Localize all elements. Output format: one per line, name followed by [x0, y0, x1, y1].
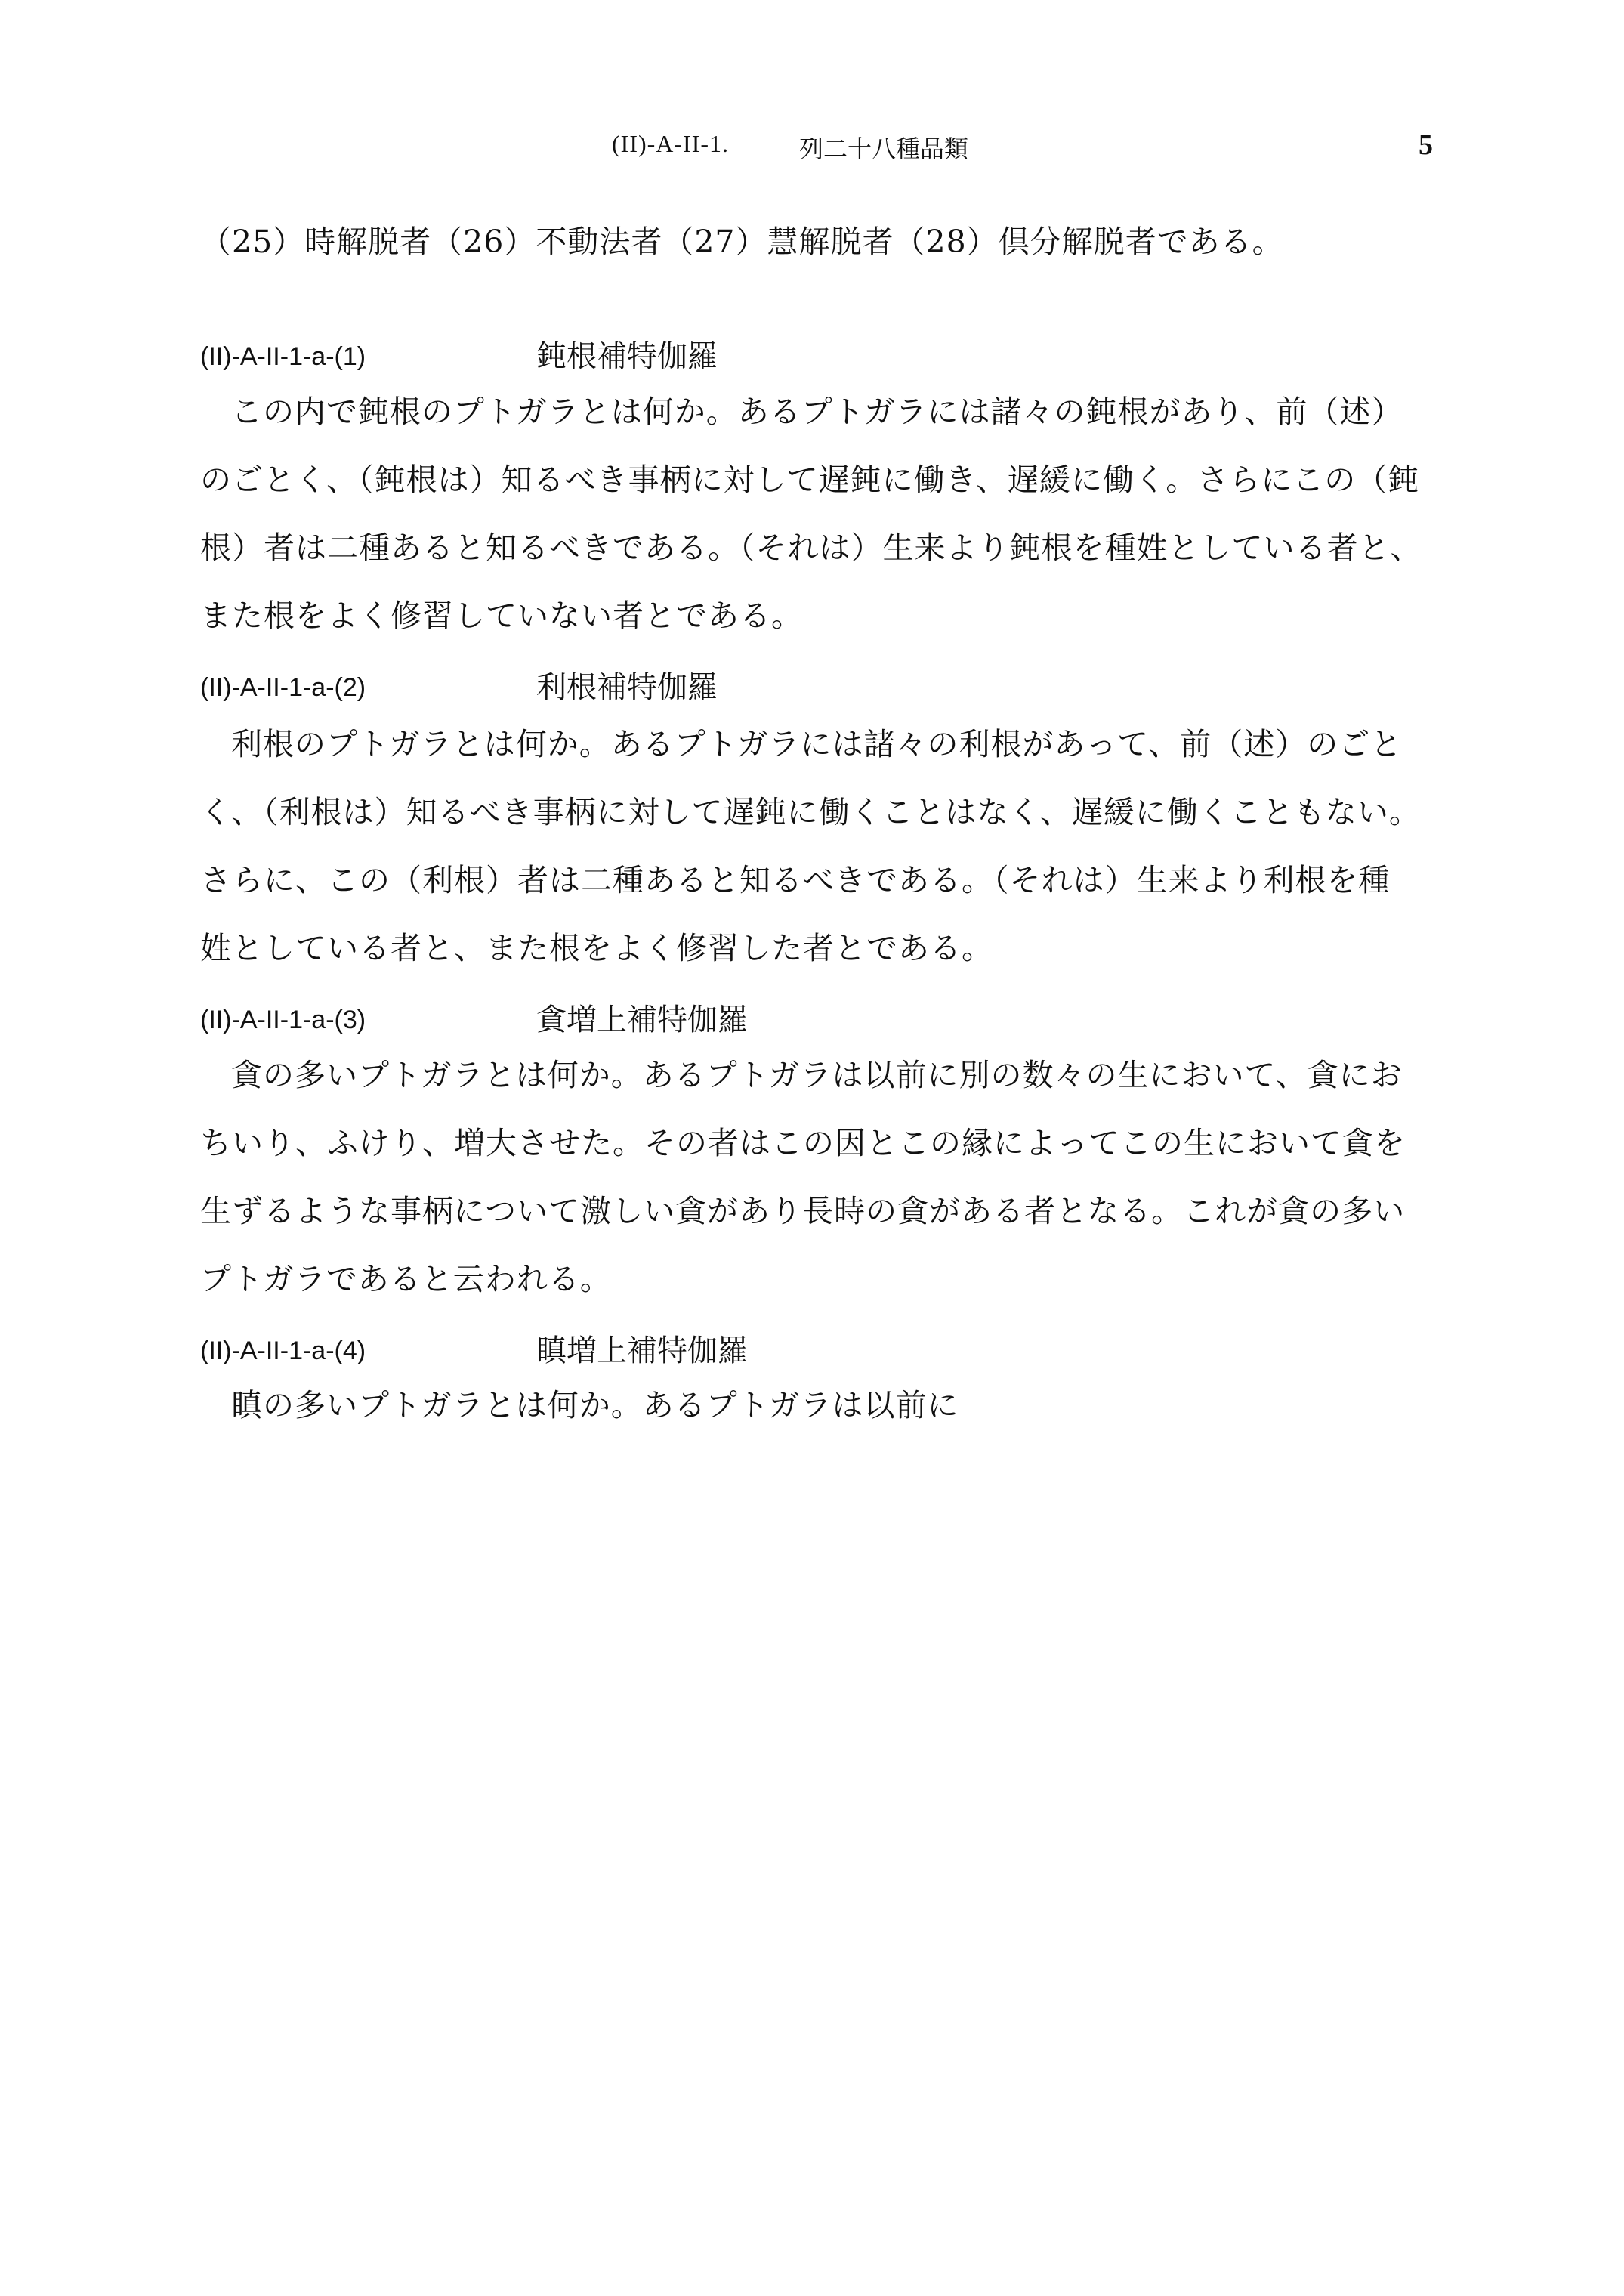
section-heading-3: [200, 997, 1469, 1043]
paragraph-line: 瞋の多いプトガラとは何か。あるプトガラは以前に: [231, 1387, 959, 1423]
section-title: 瞋増上補特伽羅: [536, 1333, 748, 1368]
paragraph-line: のごとく、（鈍根は）知るべき事柄に対して遅鈍に働き、遅緩に働く。さらにこの（鈍: [200, 462, 1420, 498]
paragraph-line: ちいり、ふけり、増大させた。その者はこの因とこの縁によってこの生において貪を: [200, 1125, 1406, 1161]
section-heading-4: [200, 1328, 1469, 1374]
section-body-2: [200, 710, 1469, 982]
paragraph-line: 生ずるような事柄について激しい貪があり長時の貪がある者となる。これが貪の多い: [200, 1193, 1406, 1229]
header-section-code: (II)-A-II-1.: [612, 130, 730, 157]
section-heading-1: [200, 334, 1469, 379]
paragraph-line: また根をよく修習していない者とである。: [200, 598, 803, 634]
section-body-4: [200, 1371, 1469, 1439]
paragraph-line: 根）者は二種あると知るべきである。（それは）生来より鈍根を種姓としている者と、: [200, 530, 1422, 566]
section-code: (II)-A-II-1-a-(4): [200, 1337, 366, 1365]
paragraph-line: く、（利根は）知るべき事柄に対して遅鈍に働くことはなく、遅緩に働くこともない。: [200, 794, 1421, 830]
paragraph-line: 貪の多いプトガラとは何か。あるプトガラは以前に別の数々の生において、貪にお: [231, 1057, 1403, 1093]
header-chapter-title: 列二十八種品類: [799, 134, 969, 163]
paragraph-line: さらに、この（利根）者は二種あると知るべきである。（それは）生来より利根を種: [200, 862, 1391, 898]
section-code: (II)-A-II-1-a-(2): [200, 673, 366, 702]
paragraph-line: 姓としている者と、また根をよく修習した者とである。: [200, 930, 993, 966]
paragraph-line: 利根のプトガラとは何か。あるプトガラには諸々の利根があって、前（述）のごと: [231, 726, 1403, 762]
section-body-1: [200, 378, 1469, 650]
section-heading-2: [200, 665, 1469, 710]
paragraph-line: この内で鈍根のプトガラとは何か。あるプトガラには諸々の鈍根があり、前（述）: [231, 394, 1403, 430]
section-code: (II)-A-II-1-a-(3): [200, 1006, 366, 1034]
section-body-3: [200, 1041, 1469, 1313]
section-title: 利根補特伽羅: [536, 670, 718, 705]
paragraph-line: プトガラであると云われる。: [200, 1261, 612, 1297]
running-header: [0, 130, 1624, 168]
section-title: 貪増上補特伽羅: [536, 1003, 748, 1037]
intro-line: （25）時解脱者（26）不動法者（27）慧解脱者（28）倶分解脱者である。: [200, 224, 1284, 260]
section-code: (II)-A-II-1-a-(1): [200, 342, 366, 371]
page-number: 5: [1419, 129, 1433, 161]
section-title: 鈍根補特伽羅: [536, 339, 718, 374]
